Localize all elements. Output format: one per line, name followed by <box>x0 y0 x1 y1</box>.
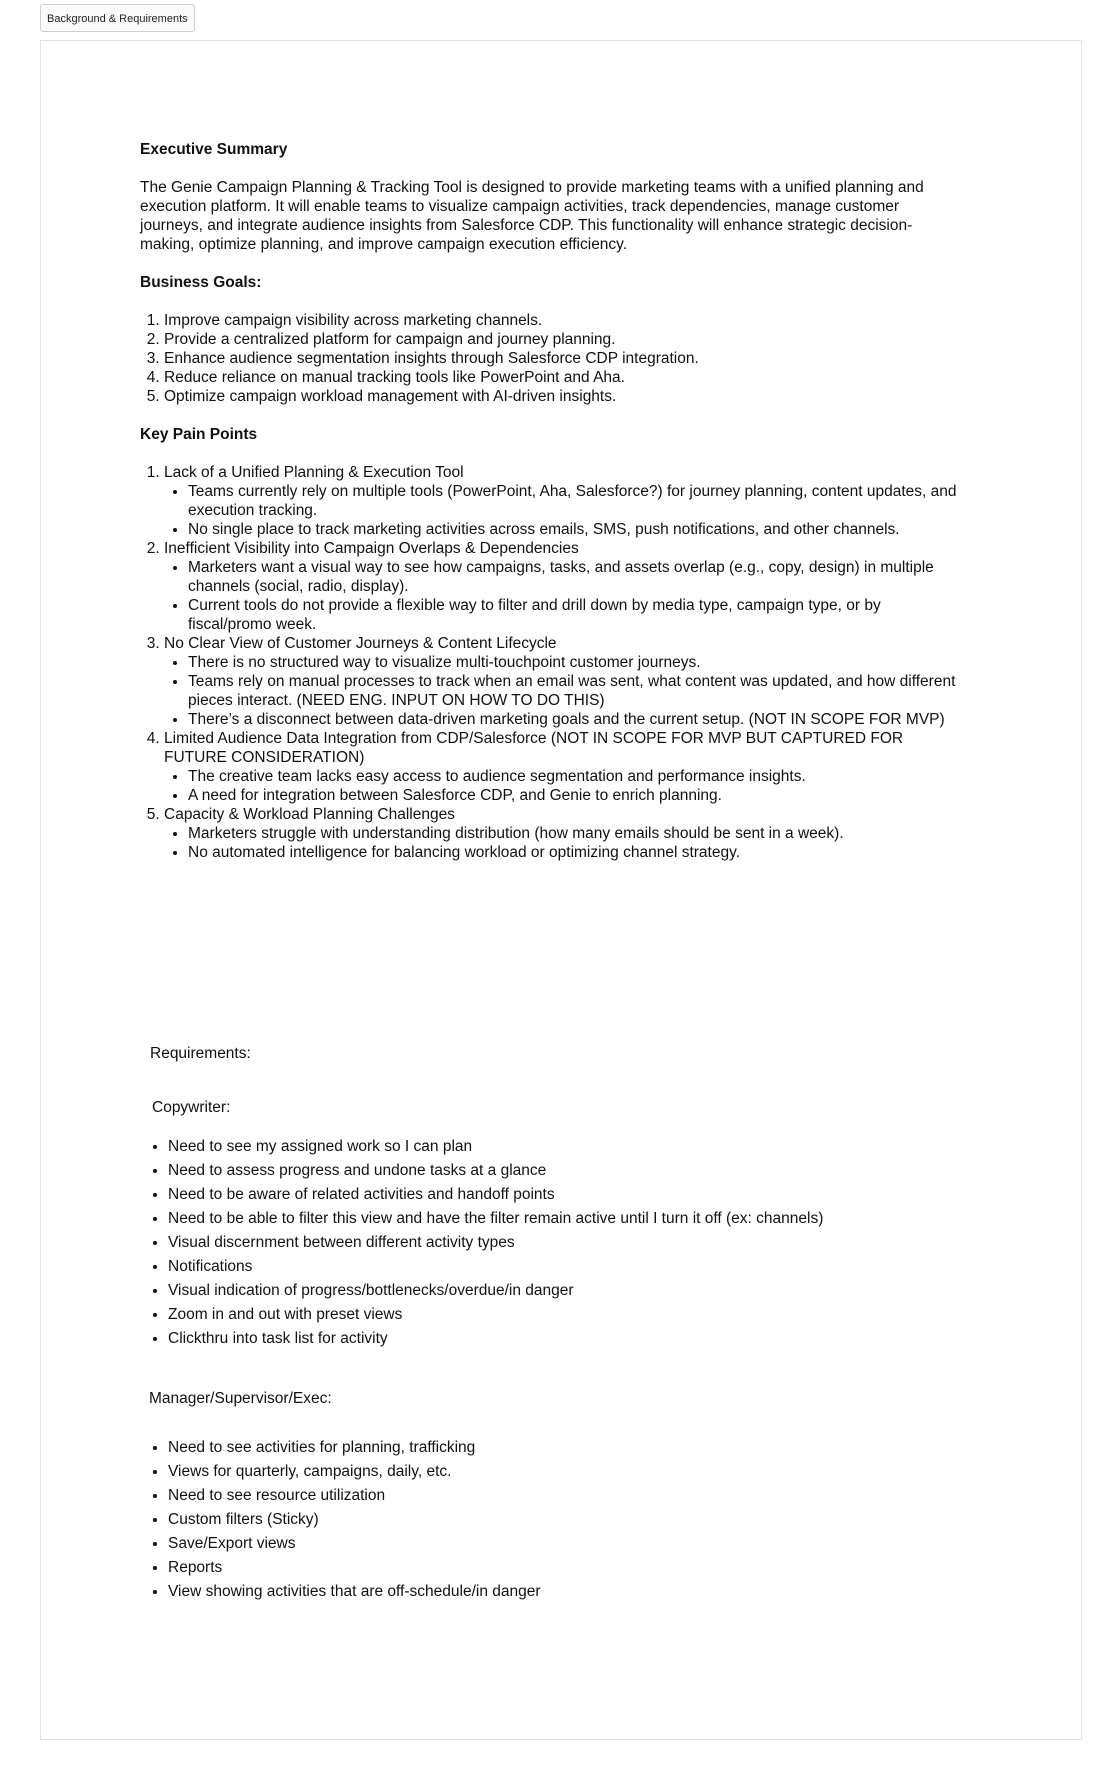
pain-point-item <box>164 634 960 729</box>
requirement-item: • Notifications <box>168 1255 823 1279</box>
pain-point-bullet: • Marketers struggle with understanding distribution (how many emails should be sent in a week). <box>188 824 960 843</box>
requirement-item: • Visual indication of progress/bottlenecks/overdue/in danger <box>168 1279 823 1303</box>
manager-requirements-list <box>150 1436 541 1604</box>
pain-point-bullet: • No single place to track marketing activities across emails, SMS, push notifications, and other channels. <box>188 520 960 539</box>
pain-points-heading: Key Pain Points <box>140 426 258 443</box>
executive-summary-heading: Executive Summary <box>140 141 288 158</box>
requirement-item: • Need to see my assigned work so I can plan <box>168 1135 823 1159</box>
business-goal-item: 2. Provide a centralized platform for campaign and journey planning. <box>164 330 960 349</box>
pain-point-title: Lack of a Unified Planning & Execution Tool <box>164 464 464 481</box>
pain-point-bullet: • There’s a disconnect between data-driven marketing goals and the current setup. (NOT IN SCOPE FOR MVP) <box>188 710 960 729</box>
requirement-item: • Need to see activities for planning, trafficking <box>168 1436 541 1460</box>
executive-summary-text: The Genie Campaign Planning & Tracking Tool is designed to provide marketing teams with a unified planning and execution platform. It will enable teams to visualize campaign activities, track dependencies, manage customer journeys, and integrate audience insights from Salesforce CDP. This functionality will enhance strategic decision-making, optimize planning, and improve campaign execution efficiency. <box>140 179 924 253</box>
business-goals-list <box>140 311 960 406</box>
copywriter-requirements-list <box>150 1135 823 1351</box>
requirement-item: • Need to be able to filter this view and have the filter remain active until I turn it off (ex: channels) <box>168 1207 823 1231</box>
pain-points-list <box>140 463 960 862</box>
pain-point-title: Inefficient Visibility into Campaign Overlaps & Dependencies <box>164 540 579 557</box>
pain-point-title: Limited Audience Data Integration from CDP/Salesforce (NOT IN SCOPE FOR MVP BUT CAPTURED FOR FUTURE CONSIDERATION) <box>164 730 904 766</box>
pain-point-item <box>164 463 960 539</box>
requirement-item: • Save/Export views <box>168 1532 541 1556</box>
manager-heading: Manager/Supervisor/Exec: <box>149 1390 332 1407</box>
requirement-item: • Reports <box>168 1556 541 1580</box>
pain-point-bullet: • There is no structured way to visualize multi-touchpoint customer journeys. <box>188 653 960 672</box>
pain-point-bullet: • Teams rely on manual processes to track when an email was sent, what content was updated, and how different pieces interact. (NEED ENG. INPUT ON HOW TO DO THIS) <box>188 672 960 710</box>
requirement-item: • Custom filters (Sticky) <box>168 1508 541 1532</box>
pain-point-title: Capacity & Workload Planning Challenges <box>164 806 455 823</box>
pain-point-bullet: • Current tools do not provide a flexible way to filter and drill down by media type, campaign type, or by fiscal/promo week. <box>188 596 960 634</box>
pain-point-title: No Clear View of Customer Journeys & Content Lifecycle <box>164 635 557 652</box>
pain-point-item <box>164 729 960 805</box>
pain-point-item <box>164 539 960 634</box>
requirement-item: • Visual discernment between different activity types <box>168 1231 823 1255</box>
pain-point-bullets <box>164 824 960 862</box>
business-goal-item: 5. Optimize campaign workload management with AI-driven insights. <box>164 387 960 406</box>
pain-point-bullet: • A need for integration between Salesforce CDP, and Genie to enrich planning. <box>188 786 960 805</box>
requirements-heading: Requirements: <box>150 1045 251 1062</box>
requirement-item: • Zoom in and out with preset views <box>168 1303 823 1327</box>
pain-point-bullet: • Marketers want a visual way to see how campaigns, tasks, and assets overlap (e.g., copy, design) in multiple channels (social, radio, display). <box>188 558 960 596</box>
copywriter-heading: Copywriter: <box>152 1099 231 1116</box>
requirement-item: • Views for quarterly, campaigns, daily, etc. <box>168 1460 541 1484</box>
requirement-item: • Need to see resource utilization <box>168 1484 541 1508</box>
requirement-item: • Need to be aware of related activities and handoff points <box>168 1183 823 1207</box>
business-goal-item: 1. Improve campaign visibility across marketing channels. <box>164 311 960 330</box>
document-body <box>140 140 960 881</box>
pain-point-bullet: • No automated intelligence for balancing workload or optimizing channel strategy. <box>188 843 960 862</box>
pain-point-bullets <box>164 482 960 539</box>
requirement-item: • View showing activities that are off-schedule/in danger <box>168 1580 541 1604</box>
requirement-item: • Clickthru into task list for activity <box>168 1327 823 1351</box>
pain-point-bullet: • The creative team lacks easy access to audience segmentation and performance insights. <box>188 767 960 786</box>
pain-point-bullets <box>164 767 960 805</box>
business-goals-heading: Business Goals: <box>140 274 262 291</box>
requirement-item: • Need to assess progress and undone tasks at a glance <box>168 1159 823 1183</box>
pain-point-item <box>164 805 960 862</box>
pain-point-bullets <box>164 653 960 729</box>
pain-point-bullet: • Teams currently rely on multiple tools (PowerPoint, Aha, Salesforce?) for journey planning, content updates, and execution tracking. <box>188 482 960 520</box>
business-goal-item: 3. Enhance audience segmentation insights through Salesforce CDP integration. <box>164 349 960 368</box>
tab-background-requirements[interactable]: Background & Requirements <box>40 4 195 32</box>
business-goal-item: 4. Reduce reliance on manual tracking tools like PowerPoint and Aha. <box>164 368 960 387</box>
pain-point-bullets <box>164 558 960 634</box>
